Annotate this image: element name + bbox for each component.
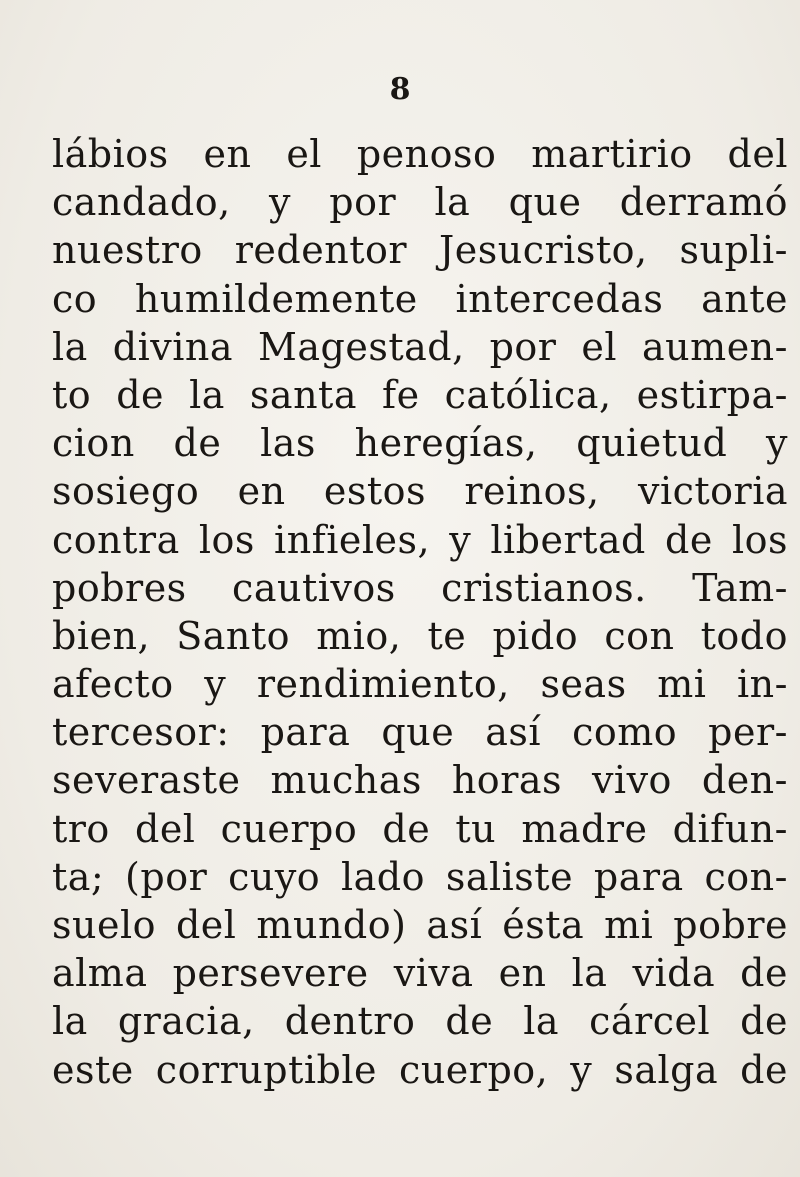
text-line: sosiego en estos reinos, victoria	[52, 469, 788, 514]
text-line: pobres cautivos cristianos. Tam-	[52, 565, 788, 610]
text-line: suelo del mundo) así ésta mi pobre	[52, 903, 788, 947]
page-number: 8	[389, 72, 411, 107]
text-line: lábios en el penoso martirio del	[52, 132, 788, 176]
text-line: la divina Magestad, por el aumen-	[52, 324, 788, 369]
text-line: alma persevere viva en la vida de	[52, 951, 788, 996]
text-line: to de la santa fe católica, estirpa-	[52, 372, 788, 417]
text-line: co humildemente intercedas ante	[52, 276, 788, 321]
text-line: nuestro redentor Jesucristo, supli-	[52, 228, 788, 273]
text-line: este corruptible cuerpo, y salga de	[52, 1047, 788, 1092]
text-line: bien, Santo mio, te pido con todo	[52, 613, 788, 658]
text-line: ta; (por cuyo lado saliste para con-	[52, 854, 788, 899]
text-line: candado, y por la que derramó	[52, 180, 788, 225]
text-line: la gracia, dentro de la cárcel de	[52, 999, 788, 1044]
text-line: severaste muchas horas vivo den-	[52, 758, 788, 803]
text-line: cion de las heregías, quietud y	[52, 421, 788, 466]
text-line: tro del cuerpo de tu madre difun-	[52, 806, 788, 851]
body-text	[52, 130, 788, 1094]
text-line: afecto y rendimiento, seas mi in-	[52, 662, 788, 707]
text-line: tercesor: para que así como per-	[52, 710, 788, 755]
text-line: contra los infieles, y libertad de los	[52, 517, 788, 562]
